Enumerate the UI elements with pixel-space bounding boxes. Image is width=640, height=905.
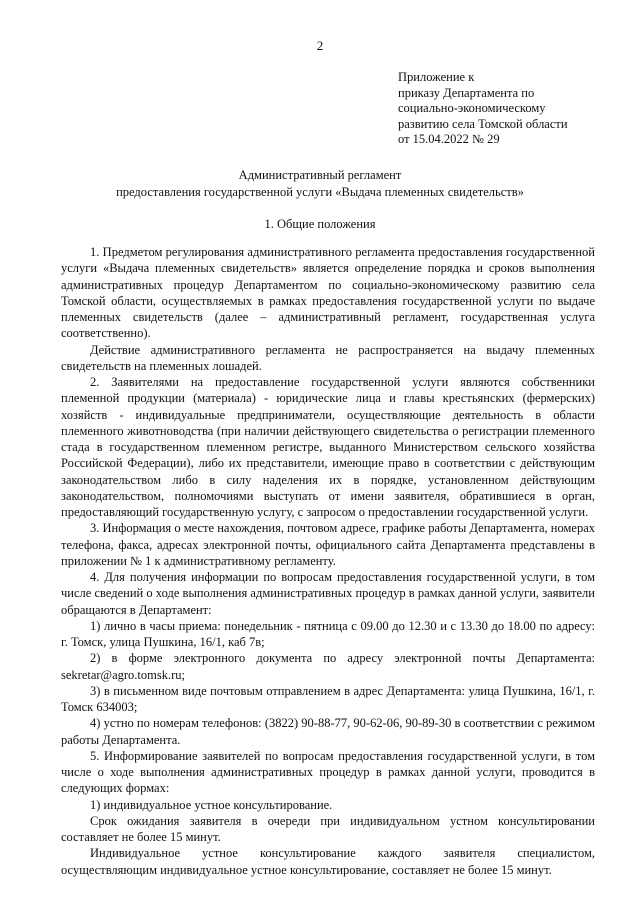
paragraph: 2) в форме электронного документа по адресу электронной почты Департамента: sekretar@agro.tomsk.ru; <box>61 651 595 682</box>
paragraph: 1. Предметом регулирования административного регламента предоставления государственной услуги «Выдача племенных свидетельств» является определение порядка и сроков выполнения административных процедур Департаментом по социально-экономическому развитию села Томской области, осуществляемых в рамках предоставления государственной услуги по выдаче племенных свидетельств (далее – административный регламент, государственная услуга соответственно). <box>61 245 595 341</box>
paragraph: Срок ожидания заявителя в очереди при индивидуальном устном консультировании составляет не более 15 минут. <box>61 813 595 844</box>
paragraph: 1) индивидуальное устное консультирование. <box>90 797 333 812</box>
section-heading: 1. Общие положения <box>264 217 376 231</box>
appendix-line: приказу Департамента по <box>398 85 535 100</box>
paragraph: 1) лично в часы приема: понедельник - пятница с 09.00 до 12.30 и с 13.30 до 18.00 по адресу: г. Томск, улица Пушкина, 16/1, каб 7в; <box>61 618 595 649</box>
appendix-line: Приложение к <box>398 70 475 84</box>
title-line: предоставления государственной услуги «Выдача племенных свидетельств» <box>116 184 524 199</box>
appendix-line: социально-экономическому <box>398 101 546 115</box>
paragraph: 4. Для получения информации по вопросам предоставления государственной услуги, в том числе сведений о ходе выполнения административных процедур в рамках данной услуги, заявители обращаются в Департамент: <box>61 570 595 617</box>
page-number: 2 <box>316 38 324 53</box>
paragraph: Индивидуальное устное консультирование каждого заявителя специалистом, осуществляющим индивидуальное устное консультирование, составляет не более 15 минут. <box>61 846 595 877</box>
paragraph: 3. Информация о месте нахождения, почтовом адресе, графике работы Департамента, номерах телефона, факса, адресах электронной почты, официального сайта Департамента представлены в приложении № 1 к административному регламенту. <box>61 521 595 568</box>
paragraph: Действие административного регламента не распространяется на выдачу племенных свидетельств на племенных лошадей. <box>61 342 595 373</box>
paragraph: 2. Заявителями на предоставление государственной услуги являются собственники племенной продукции (материала) - юридические лица и главы крестьянских (фермерских) хозяйств - индивидуальные предприниматели, осуществляющие деятельность в области племенного животноводства (при наличии действующего свидетельства о регистрации племенного стада в государственном племенном регистре, выданного Министерством сельского хозяйства Российской Федерации), либо их представители, имеющие право в соответствии с действующим законодательством либо в силу наделения их в порядке, установленном действующим законодательством, полномочиями выступать от имени заявителя, обратившиеся в орган, предоставляющий государственную услугу, с запросом о предоставлении государственной услуги. <box>61 375 595 519</box>
paragraph: 3) в письменном виде почтовым отправлением в адрес Департамента: улица Пушкина, 16/1, г. Томск 634003; <box>61 683 595 714</box>
document-title <box>0 167 640 200</box>
appendix-line: от 15.04.2022 № 29 <box>398 132 500 146</box>
paragraph: 4) устно по номерам телефонов: (3822) 90-88-77, 90-62-06, 90-89-30 в соответствии с режимом работы Департамента. <box>61 716 595 747</box>
title-line: Административный регламент <box>238 168 402 182</box>
appendix-line: развитию села Томской области <box>398 116 568 131</box>
paragraph: 5. Информирование заявителей по вопросам предоставления государственной услуги, в том числе о ходе выполнения административных процедур в рамках данной услуги, проводится в следующих формах: <box>61 748 595 796</box>
body-text <box>61 244 595 878</box>
appendix-header <box>398 70 568 148</box>
